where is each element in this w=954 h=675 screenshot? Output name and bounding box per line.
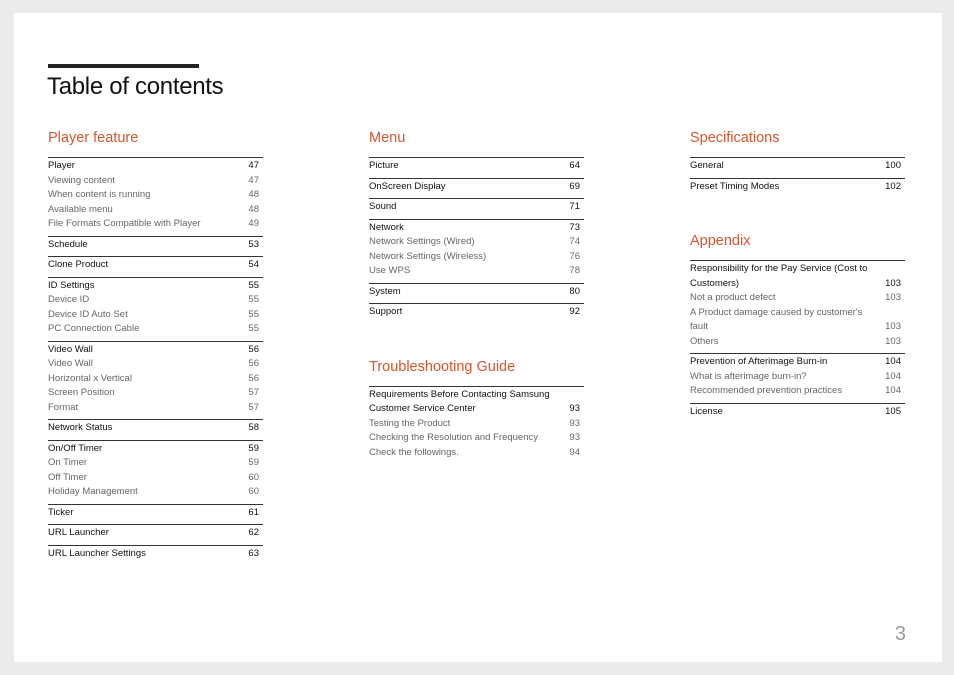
toc-column-1 xyxy=(48,129,263,565)
entry-page-number: 61 xyxy=(248,506,259,518)
entry-title: When content is running xyxy=(48,189,151,200)
entry-page-number: 74 xyxy=(569,236,580,247)
toc-subentry[interactable] xyxy=(48,372,263,387)
entry-title: Off Timer xyxy=(48,471,87,483)
toc-group xyxy=(690,404,905,424)
entry-title: Device ID xyxy=(48,294,90,305)
entry-page-number: 55 xyxy=(248,308,259,320)
toc-entry[interactable] xyxy=(48,526,263,541)
entry-page-number: 71 xyxy=(569,201,580,212)
entry-title: License xyxy=(690,405,723,417)
entry-title: General xyxy=(690,160,724,171)
toc-entry[interactable] xyxy=(48,279,263,294)
toc-entry[interactable] xyxy=(48,547,263,562)
entry-page-number: 63 xyxy=(248,547,259,559)
toc-subentry[interactable] xyxy=(369,264,584,279)
toc-subentry[interactable] xyxy=(48,471,263,486)
toc-subentry[interactable] xyxy=(369,417,584,432)
toc-subentry[interactable] xyxy=(369,250,584,265)
toc-subentry[interactable] xyxy=(48,308,263,323)
entry-title: What is afterimage burn-in? xyxy=(690,370,807,382)
entry-title: Network Settings (Wired) xyxy=(369,236,475,247)
toc-group xyxy=(369,284,584,305)
entry-title: Check the followings. xyxy=(369,446,459,458)
toc-entry[interactable] xyxy=(690,180,905,195)
entry-page-number: 103 xyxy=(885,277,901,289)
toc-entry[interactable] xyxy=(48,442,263,457)
entry-title: Picture xyxy=(369,160,399,171)
entry-page-number: 78 xyxy=(569,265,580,276)
toc-group xyxy=(690,158,905,179)
entry-page-number: 59 xyxy=(248,457,259,468)
toc-entry[interactable] xyxy=(369,221,584,236)
toc-group xyxy=(48,342,263,421)
entry-title: On Timer xyxy=(48,457,88,468)
entry-title: URL Launcher Settings xyxy=(48,547,146,559)
toc-column-3 xyxy=(690,129,905,423)
entry-title: Format xyxy=(48,401,79,413)
entry-title: Available menu xyxy=(48,203,113,215)
toc-subentry[interactable] xyxy=(48,293,263,308)
toc-group xyxy=(369,304,584,324)
title-accent-bar xyxy=(48,64,199,68)
entry-page-number: 48 xyxy=(248,203,259,215)
toc-entry[interactable] xyxy=(369,305,584,320)
entry-page-number: 57 xyxy=(248,401,259,413)
toc-group xyxy=(369,220,584,284)
entry-page-number: 57 xyxy=(248,387,259,398)
document-page xyxy=(14,13,942,662)
toc-subentry[interactable] xyxy=(48,322,263,337)
entry-title: Prevention of Afterimage Burn-in xyxy=(690,356,828,367)
entry-title: Screen Position xyxy=(48,387,115,398)
toc-subentry[interactable] xyxy=(48,456,263,471)
toc-entry[interactable] xyxy=(369,285,584,300)
toc-group xyxy=(369,199,584,220)
section-heading: Specifications xyxy=(690,130,780,146)
entry-page-number: 73 xyxy=(569,221,580,233)
toc-group xyxy=(48,546,263,566)
entry-page-number: 53 xyxy=(248,238,259,250)
toc-subentry[interactable] xyxy=(48,203,263,218)
toc-group xyxy=(369,179,584,200)
entry-page-number: 104 xyxy=(885,370,901,382)
toc-entry[interactable] xyxy=(48,258,263,273)
entry-title: ID Settings xyxy=(48,279,95,291)
entry-title: Use WPS xyxy=(369,265,411,276)
toc-subentry[interactable] xyxy=(369,431,584,446)
entry-page-number: 56 xyxy=(248,358,259,369)
entry-title: On/Off Timer xyxy=(48,442,103,454)
toc-entry[interactable] xyxy=(369,388,584,417)
entry-title: Network Status xyxy=(48,422,113,433)
toc-column-2 xyxy=(369,129,584,464)
entry-page-number: 92 xyxy=(569,306,580,317)
entry-page-number: 59 xyxy=(248,442,259,454)
entry-title: Video Wall xyxy=(48,343,93,355)
toc-group xyxy=(48,278,263,342)
toc-group xyxy=(48,237,263,258)
toc-entry[interactable] xyxy=(48,343,263,358)
entry-page-number: 60 xyxy=(248,471,259,483)
toc-entry[interactable] xyxy=(369,180,584,195)
page-number: 3 xyxy=(894,623,906,645)
toc-subentry[interactable] xyxy=(48,174,263,189)
entry-page-number: 56 xyxy=(248,372,259,384)
toc-entry[interactable] xyxy=(48,159,263,174)
entry-page-number: 62 xyxy=(248,527,259,538)
entry-page-number: 47 xyxy=(248,174,259,186)
entry-page-number: 55 xyxy=(248,279,259,291)
entry-title: Horizontal x Vertical xyxy=(48,372,132,384)
toc-entry[interactable] xyxy=(690,262,905,291)
entry-title: Clone Product xyxy=(48,259,109,270)
toc-entry[interactable] xyxy=(369,200,584,215)
entry-title: Recommended prevention practices xyxy=(690,385,843,396)
entry-title: Testing the Product xyxy=(369,417,451,429)
entry-title: Checking the Resolution and Frequency xyxy=(369,432,538,443)
entry-title: Schedule xyxy=(48,238,88,250)
entry-title: Requirements Before Contacting Samsung Customer Service Center xyxy=(369,388,550,414)
entry-page-number: 103 xyxy=(885,321,901,332)
entry-page-number: 105 xyxy=(885,405,901,417)
entry-page-number: 54 xyxy=(248,259,259,270)
section-heading: Troubleshooting Guide xyxy=(369,358,516,375)
entry-page-number: 55 xyxy=(248,294,259,305)
entry-page-number: 48 xyxy=(248,189,259,200)
toc-subentry[interactable] xyxy=(48,217,263,232)
section-heading: Appendix xyxy=(690,233,751,249)
entry-title: Network xyxy=(369,221,404,233)
page-title: Table of contents xyxy=(47,73,224,100)
entry-title: Device ID Auto Set xyxy=(48,308,128,320)
entry-title: OnScreen Display xyxy=(369,180,446,192)
toc-subentry[interactable] xyxy=(48,401,263,416)
section-heading: Menu xyxy=(369,130,406,146)
toc-entry[interactable] xyxy=(690,405,905,420)
entry-title: PC Connection Cable xyxy=(48,323,140,334)
entry-page-number: 104 xyxy=(885,385,901,396)
entry-title: Support xyxy=(369,306,403,317)
toc-entry[interactable] xyxy=(48,238,263,253)
toc-group xyxy=(48,441,263,505)
toc-subentry[interactable] xyxy=(690,384,905,399)
entry-title: Responsibility for the Pay Service (Cost to Customers) xyxy=(690,263,868,289)
entry-title: Ticker xyxy=(48,506,74,518)
entry-page-number: 55 xyxy=(248,323,259,334)
entry-page-number: 69 xyxy=(569,180,580,192)
entry-title: File Formats Compatible with Player xyxy=(48,218,201,229)
toc-subentry[interactable] xyxy=(48,357,263,372)
section-spacer xyxy=(369,324,584,358)
entry-page-number: 93 xyxy=(569,417,580,429)
entry-page-number: 93 xyxy=(569,432,580,443)
toc-subentry[interactable] xyxy=(369,235,584,250)
entry-page-number: 94 xyxy=(569,446,580,458)
toc-group xyxy=(48,420,263,441)
toc-subentry[interactable] xyxy=(690,335,905,350)
toc-entry[interactable] xyxy=(48,506,263,521)
entry-page-number: 103 xyxy=(885,335,901,347)
entry-title: Sound xyxy=(369,201,397,212)
toc-group xyxy=(690,261,905,354)
entry-title: Others xyxy=(690,335,719,347)
entry-page-number: 93 xyxy=(569,403,580,414)
toc-subentry[interactable] xyxy=(690,291,905,306)
entry-title: Network Settings (Wireless) xyxy=(369,250,487,262)
toc-subentry[interactable] xyxy=(690,306,905,335)
toc-subentry[interactable] xyxy=(369,446,584,461)
toc-subentry[interactable] xyxy=(48,386,263,401)
entry-title: Player xyxy=(48,160,75,171)
toc-group xyxy=(48,257,263,278)
toc-group xyxy=(690,179,905,199)
entry-page-number: 56 xyxy=(248,343,259,355)
entry-title: URL Launcher xyxy=(48,527,109,538)
entry-page-number: 49 xyxy=(248,218,259,229)
toc-group xyxy=(48,525,263,546)
toc-group xyxy=(369,158,584,179)
entry-page-number: 103 xyxy=(885,292,901,303)
entry-title: A Product damage caused by customer's fault xyxy=(690,306,863,332)
entry-page-number: 100 xyxy=(885,160,901,171)
toc-group xyxy=(369,387,584,465)
section-spacer xyxy=(690,198,905,232)
toc-subentry[interactable] xyxy=(48,485,263,500)
toc-group xyxy=(48,158,263,237)
entry-title: Preset Timing Modes xyxy=(690,180,780,192)
section-heading: Player feature xyxy=(48,130,139,146)
toc-subentry[interactable] xyxy=(690,370,905,385)
toc-entry[interactable] xyxy=(48,421,263,436)
entry-page-number: 64 xyxy=(569,160,580,171)
toc-entry[interactable] xyxy=(369,159,584,174)
toc-subentry[interactable] xyxy=(48,188,263,203)
entry-title: Holiday Management xyxy=(48,486,138,497)
entry-title: Video Wall xyxy=(48,358,93,369)
entry-title: Not a product defect xyxy=(690,292,776,303)
entry-page-number: 102 xyxy=(885,180,901,192)
entry-page-number: 58 xyxy=(248,422,259,433)
entry-title: Viewing content xyxy=(48,174,115,186)
toc-group xyxy=(690,354,905,404)
entry-page-number: 76 xyxy=(569,250,580,262)
entry-page-number: 80 xyxy=(569,285,580,297)
entry-page-number: 47 xyxy=(248,160,259,171)
toc-group xyxy=(48,505,263,526)
entry-page-number: 104 xyxy=(885,356,901,367)
toc-entry[interactable] xyxy=(690,355,905,370)
entry-page-number: 60 xyxy=(248,486,259,497)
entry-title: System xyxy=(369,285,401,297)
toc-entry[interactable] xyxy=(690,159,905,174)
